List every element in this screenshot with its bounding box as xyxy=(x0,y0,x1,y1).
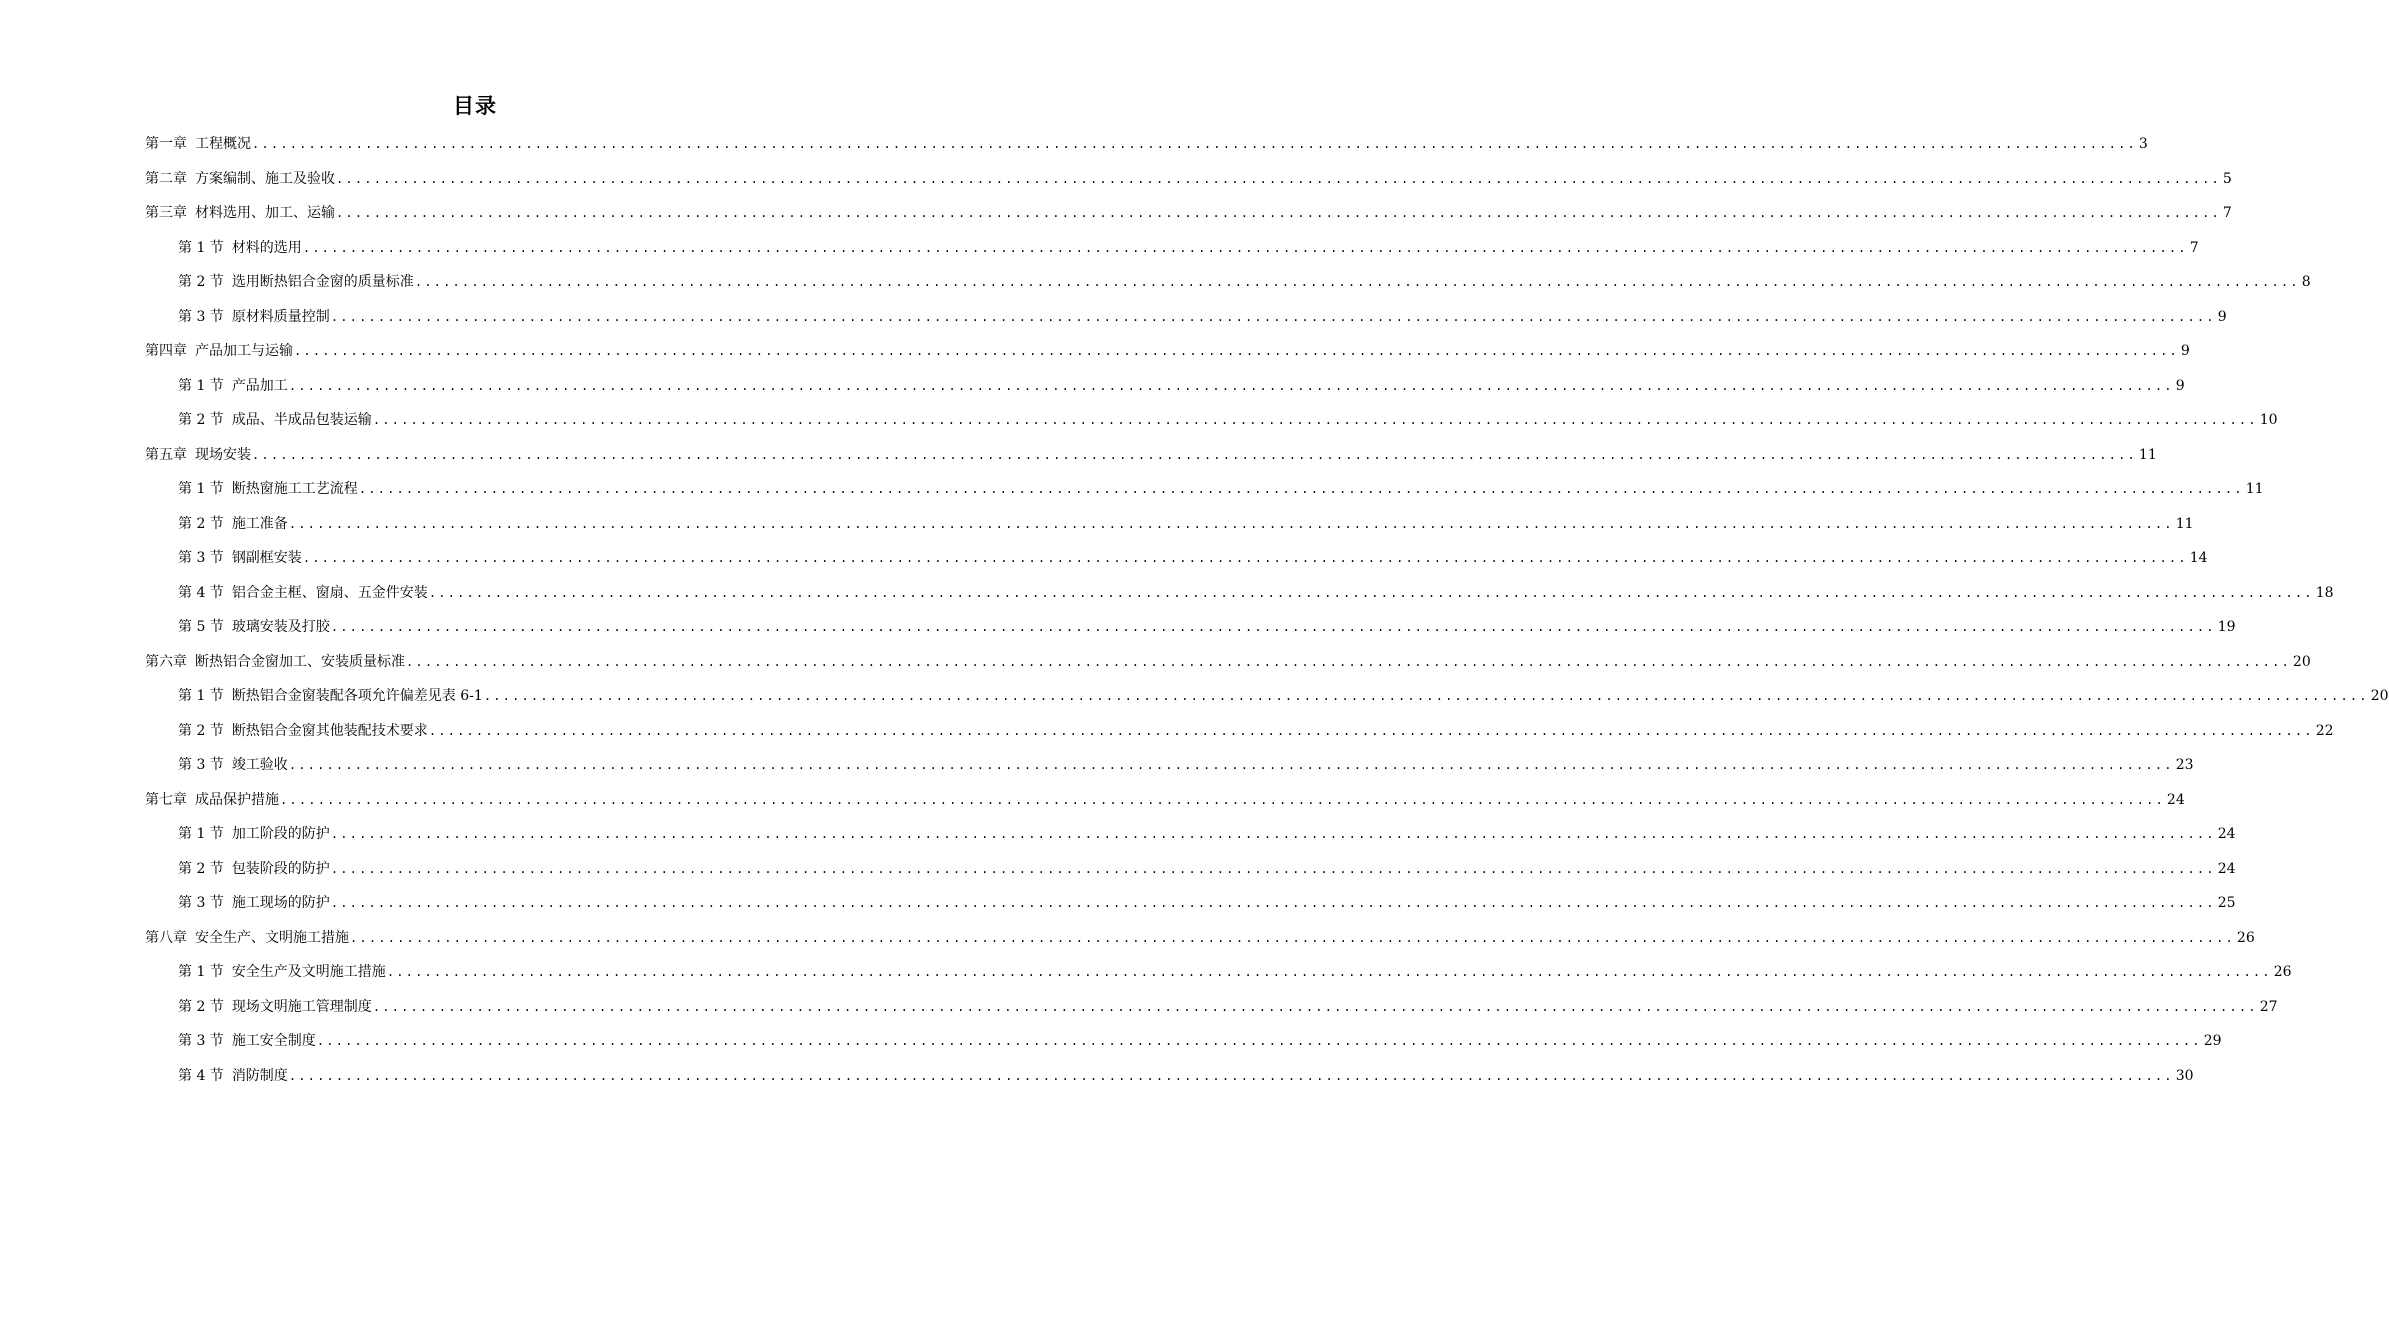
toc-page-number: 18 xyxy=(2315,584,2334,601)
toc-entry-label xyxy=(178,372,288,400)
toc-dot-leader: ........................................................................................................................................................................................................ xyxy=(372,413,2258,427)
toc-dot-leader: ........................................................................................................................................................................................................ xyxy=(280,792,2165,807)
toc-section-entry[interactable] xyxy=(145,820,2236,855)
toc-dot-leader: ........................................................................................................................................................................................................ xyxy=(358,482,2244,496)
toc-entry-label xyxy=(178,1062,288,1090)
toc-page-number: 24 xyxy=(2217,826,2236,842)
toc-entry-text: 成品保护措施 xyxy=(195,791,279,808)
toc-entry-number: 第 2 节 xyxy=(178,722,224,739)
toc-entry-text: 施工准备 xyxy=(231,515,288,532)
toc-entry-label xyxy=(178,820,330,848)
toc-chapter-entry[interactable] xyxy=(145,165,2232,200)
toc-dot-leader: ........................................................................................................................................................................................................ xyxy=(288,378,2174,393)
toc-entry-label xyxy=(145,924,349,952)
toc-dot-leader: ........................................................................................................................................................................................................ xyxy=(372,999,2258,1014)
toc-page-number: 5 xyxy=(2222,170,2232,187)
toc-entry-label xyxy=(178,510,288,538)
toc-entry-label xyxy=(145,648,405,676)
toc-section-entry[interactable] xyxy=(145,544,2208,579)
toc-entry-number: 第 2 节 xyxy=(178,860,224,877)
toc-dot-leader: ........................................................................................................................................................................................................ xyxy=(302,551,2188,565)
toc-chapter-entry[interactable] xyxy=(145,337,2190,372)
toc-dot-leader: ........................................................................................................................................................................................................ xyxy=(330,827,2216,841)
toc-section-entry[interactable] xyxy=(145,406,2278,441)
toc-entry-label xyxy=(145,337,293,365)
toc-entry-number: 第一章 xyxy=(145,136,187,152)
toc-section-entry[interactable] xyxy=(145,1062,2194,1097)
toc-page-number: 30 xyxy=(2175,1067,2194,1084)
toc-dot-leader: ........................................................................................................................................................................................................ xyxy=(428,585,2314,600)
toc-entry-label xyxy=(178,268,414,296)
toc-entry-number: 第八章 xyxy=(145,929,187,946)
toc-entry-number: 第 2 节 xyxy=(178,274,224,290)
toc-entry-number: 第四章 xyxy=(145,343,187,359)
toc-dot-leader: ........................................................................................................................................................................................................ xyxy=(350,930,2235,945)
toc-dot-leader: ........................................................................................................................................................................................................ xyxy=(336,171,2221,186)
toc-entry-label xyxy=(178,682,483,710)
toc-dot-leader: ........................................................................................................................................................................................................ xyxy=(428,723,2314,738)
toc-entry-label xyxy=(145,786,279,814)
toc-dot-leader: ........................................................................................................................................................................................................ xyxy=(330,309,2216,324)
toc-entry-number: 第 3 节 xyxy=(178,308,224,325)
toc-section-entry[interactable] xyxy=(145,717,2334,752)
toc-page-number: 9 xyxy=(2175,377,2185,394)
toc-entry-text: 断热铝合金窗加工、安装质量标准 xyxy=(195,653,405,670)
toc-dot-leader: ........................................................................................................................................................................................................ xyxy=(386,965,2272,979)
toc-page-number: 14 xyxy=(2189,550,2208,566)
toc-page-number: 8 xyxy=(2301,274,2311,290)
toc-entry-text: 安全生产、文明施工措施 xyxy=(195,929,349,946)
toc-list xyxy=(145,130,2389,1096)
toc-dot-leader: ........................................................................................................................................................................................................ xyxy=(330,896,2216,910)
toc-entry-number: 第 4 节 xyxy=(178,1067,224,1084)
toc-dot-leader: ........................................................................................................................................................................................................ xyxy=(336,206,2221,220)
toc-entry-text: 选用断热铝合金窗的质量标准 xyxy=(231,274,414,290)
toc-section-entry[interactable] xyxy=(145,475,2264,510)
toc-entry-number: 第 2 节 xyxy=(178,998,224,1015)
toc-dot-leader: ........................................................................................................................................................................................................ xyxy=(252,137,2137,151)
toc-entry-number: 第 1 节 xyxy=(178,826,224,842)
toc-dot-leader: ........................................................................................................................................................................................................ xyxy=(330,620,2216,634)
toc-entry-text: 玻璃安装及打胶 xyxy=(231,619,330,635)
toc-entry-number: 第 1 节 xyxy=(178,377,224,394)
toc-page-number: 7 xyxy=(2222,205,2232,221)
toc-entry-text: 工程概况 xyxy=(195,136,251,152)
toc-chapter-entry[interactable] xyxy=(145,199,2232,234)
toc-page-number: 23 xyxy=(2175,757,2194,773)
toc-entry-text: 方案编制、施工及验收 xyxy=(195,170,335,187)
toc-chapter-entry[interactable] xyxy=(145,130,2148,165)
toc-entry-text: 消防制度 xyxy=(231,1067,288,1084)
toc-entry-label xyxy=(145,165,335,193)
toc-entry-label xyxy=(145,441,251,469)
toc-page-number: 22 xyxy=(2315,722,2334,739)
toc-entry-text: 加工阶段的防护 xyxy=(231,826,330,842)
toc-entry-text: 现场文明施工管理制度 xyxy=(231,998,372,1015)
toc-entry-label xyxy=(178,889,330,917)
toc-chapter-entry[interactable] xyxy=(145,441,2157,476)
toc-entry-number: 第 5 节 xyxy=(178,619,224,635)
toc-entry-label xyxy=(178,1027,316,1055)
toc-entry-text: 断热窗施工工艺流程 xyxy=(231,481,358,497)
toc-entry-text: 现场安装 xyxy=(195,446,251,463)
toc-entry-label xyxy=(178,579,428,607)
toc-title: 目录 xyxy=(453,94,497,118)
toc-entry-label xyxy=(145,130,251,158)
toc-entry-label xyxy=(178,234,302,262)
toc-entry-text: 施工现场的防护 xyxy=(231,895,330,911)
toc-entry-text: 材料选用、加工、运输 xyxy=(195,205,335,221)
toc-page-number: 20 xyxy=(2370,688,2389,704)
toc-page-number: 26 xyxy=(2273,964,2292,980)
toc-entry-text: 材料的选用 xyxy=(231,239,302,256)
toc-page-number: 19 xyxy=(2217,619,2236,635)
toc-entry-number: 第六章 xyxy=(145,653,187,670)
toc-entry-text: 产品加工 xyxy=(231,377,288,394)
toc-entry-number: 第 3 节 xyxy=(178,550,224,566)
toc-section-entry[interactable] xyxy=(145,993,2278,1028)
toc-page-number: 7 xyxy=(2189,239,2199,256)
toc-section-entry[interactable] xyxy=(145,579,2334,614)
toc-section-entry[interactable] xyxy=(145,510,2194,545)
toc-page-number: 11 xyxy=(2138,446,2157,463)
toc-entry-text: 原材料质量控制 xyxy=(231,308,330,325)
toc-section-entry[interactable] xyxy=(145,889,2236,924)
toc-entry-number: 第 3 节 xyxy=(178,895,224,911)
toc-dot-leader: ........................................................................................................................................................................................................ xyxy=(483,689,2369,703)
toc-entry-text: 产品加工与运输 xyxy=(195,343,293,359)
toc-entry-label xyxy=(178,544,302,572)
toc-chapter-entry[interactable] xyxy=(145,786,2185,821)
toc-section-entry[interactable] xyxy=(145,613,2236,648)
toc-entry-number: 第 4 节 xyxy=(178,584,224,601)
toc-dot-leader: ........................................................................................................................................................................................................ xyxy=(330,861,2216,876)
toc-entry-number: 第三章 xyxy=(145,205,187,221)
toc-entry-label xyxy=(178,613,330,641)
toc-page-number: 9 xyxy=(2180,343,2190,359)
toc-entry-number: 第 1 节 xyxy=(178,964,224,980)
toc-entry-text: 断热铝合金窗装配各项允许偏差见表 6-1 xyxy=(231,688,483,704)
toc-dot-leader: ........................................................................................................................................................................................................ xyxy=(316,1034,2202,1048)
toc-entry-text: 施工安全制度 xyxy=(231,1033,316,1049)
toc-entry-label xyxy=(178,475,358,503)
toc-entry-number: 第二章 xyxy=(145,170,187,187)
toc-entry-text: 钢副框安装 xyxy=(231,550,302,566)
toc-entry-number: 第 1 节 xyxy=(178,481,224,497)
toc-entry-text: 安全生产及文明施工措施 xyxy=(231,964,386,980)
toc-chapter-entry[interactable] xyxy=(145,648,2311,683)
toc-entry-label xyxy=(178,717,428,745)
toc-entry-text: 包装阶段的防护 xyxy=(231,860,330,877)
toc-section-entry[interactable] xyxy=(145,751,2194,786)
toc-entry-label xyxy=(178,303,330,331)
toc-entry-number: 第 3 节 xyxy=(178,757,224,773)
toc-entry-number: 第五章 xyxy=(145,446,187,463)
toc-page-number: 3 xyxy=(2138,136,2148,152)
toc-dot-leader: ........................................................................................................................................................................................................ xyxy=(288,1068,2174,1083)
toc-entry-number: 第七章 xyxy=(145,791,187,808)
toc-entry-number: 第 1 节 xyxy=(178,239,224,256)
toc-dot-leader: ........................................................................................................................................................................................................ xyxy=(406,654,2291,669)
toc-page-number: 29 xyxy=(2203,1033,2222,1049)
toc-page-number: 26 xyxy=(2236,929,2255,946)
toc-page-number: 25 xyxy=(2217,895,2236,911)
toc-entry-label xyxy=(178,993,372,1021)
toc-chapter-entry[interactable] xyxy=(145,924,2255,959)
toc-section-entry[interactable] xyxy=(145,1027,2222,1062)
toc-dot-leader: ........................................................................................................................................................................................................ xyxy=(288,758,2174,772)
toc-entry-label xyxy=(178,406,372,434)
toc-page-number: 20 xyxy=(2292,653,2311,670)
toc-entry-number: 第 1 节 xyxy=(178,688,224,704)
toc-page-number: 27 xyxy=(2259,998,2278,1015)
toc-dot-leader: ........................................................................................................................................................................................................ xyxy=(252,447,2137,462)
toc-entry-label xyxy=(145,199,335,227)
toc-dot-leader: ........................................................................................................................................................................................................ xyxy=(294,344,2179,358)
toc-entry-number: 第 2 节 xyxy=(178,515,224,532)
toc-section-entry[interactable] xyxy=(145,268,2311,303)
toc-entry-text: 铝合金主框、窗扇、五金件安装 xyxy=(231,584,428,601)
toc-dot-leader: ........................................................................................................................................................................................................ xyxy=(414,275,2300,289)
toc-dot-leader: ........................................................................................................................................................................................................ xyxy=(288,516,2174,531)
toc-entry-text: 竣工验收 xyxy=(231,757,288,773)
toc-section-entry[interactable] xyxy=(145,958,2292,993)
toc-page-number: 10 xyxy=(2259,412,2278,428)
toc-page-number: 24 xyxy=(2166,791,2185,808)
toc-entry-label xyxy=(178,958,386,986)
toc-page-number: 11 xyxy=(2175,515,2194,532)
toc-section-entry[interactable] xyxy=(145,372,2185,407)
toc-section-entry[interactable] xyxy=(145,234,2199,269)
toc-entry-text: 成品、半成品包装运输 xyxy=(231,412,372,428)
toc-page-number: 9 xyxy=(2217,308,2227,325)
toc-entry-number: 第 3 节 xyxy=(178,1033,224,1049)
toc-entry-number: 第 2 节 xyxy=(178,412,224,428)
toc-entry-label xyxy=(178,751,288,779)
toc-section-entry[interactable] xyxy=(145,855,2236,890)
toc-page-number: 11 xyxy=(2245,481,2264,497)
toc-page-number: 24 xyxy=(2217,860,2236,877)
toc-section-entry[interactable] xyxy=(145,303,2227,338)
toc-section-entry[interactable] xyxy=(145,682,2389,717)
toc-entry-text: 断热铝合金窗其他装配技术要求 xyxy=(231,722,428,739)
toc-entry-label xyxy=(178,855,330,883)
toc-dot-leader: ........................................................................................................................................................................................................ xyxy=(302,240,2188,255)
